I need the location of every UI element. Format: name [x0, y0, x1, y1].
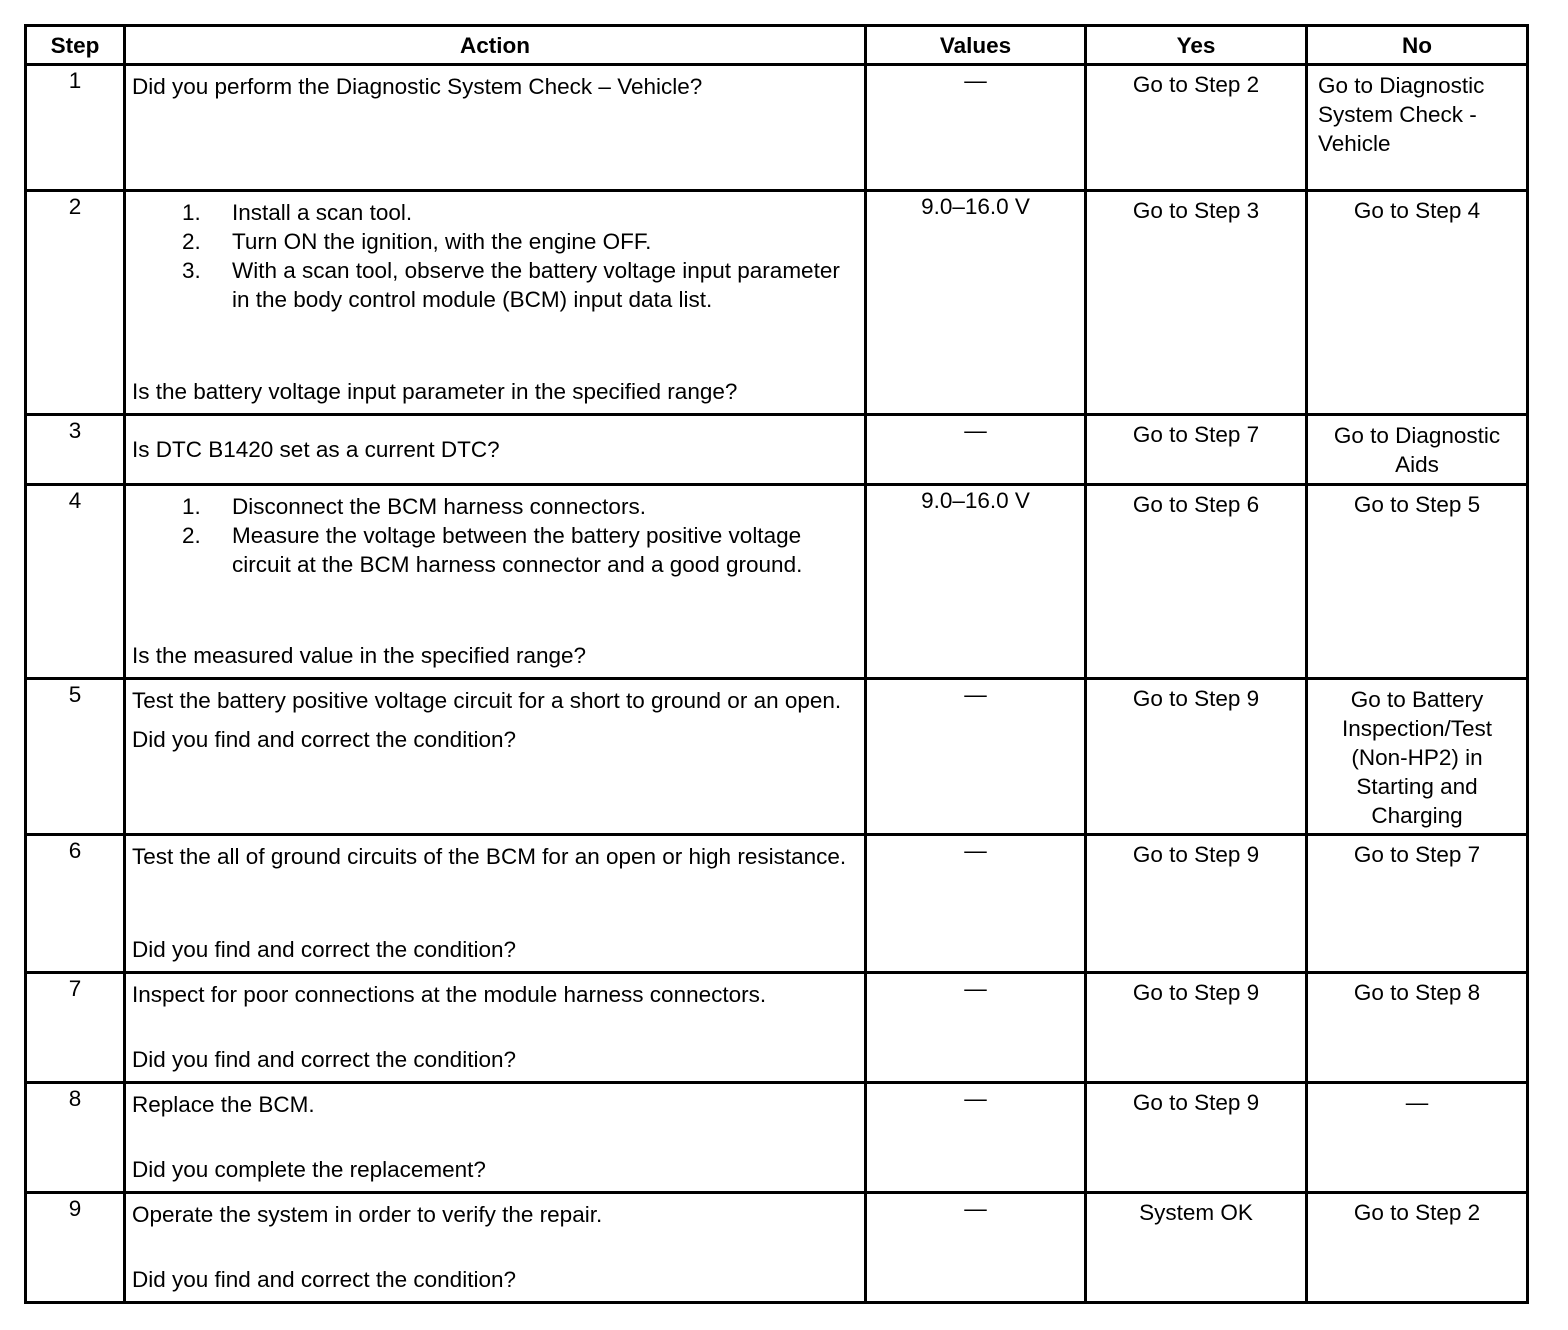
list-item: 1. Install a scan tool. — [182, 200, 413, 225]
yes-cell — [1086, 1083, 1307, 1193]
no-cell — [1307, 65, 1528, 191]
header-no: No — [1307, 26, 1528, 65]
no-cell — [1307, 835, 1528, 973]
yes-cell — [1086, 835, 1307, 973]
table-row — [26, 835, 1528, 973]
step-number: 4 — [26, 485, 125, 679]
yes-answer: Go to Step 6 — [1132, 492, 1260, 517]
yes-cell — [1086, 1193, 1307, 1303]
step-number: 8 — [26, 1083, 125, 1193]
table-row — [26, 485, 1528, 679]
table-row — [26, 1083, 1528, 1193]
action-text: Operate the system in order to verify the repair. — [132, 1202, 603, 1227]
action-question: Did you find and correct the condition? — [132, 1267, 516, 1292]
yes-cell — [1086, 415, 1307, 485]
yes-answer: Go to Step 9 — [1132, 1090, 1260, 1115]
action-cell — [125, 1083, 866, 1193]
action-question: Did you find and correct the condition? — [132, 1047, 516, 1072]
step-number: 2 — [26, 191, 125, 415]
table-row — [26, 679, 1528, 835]
yes-cell — [1086, 65, 1307, 191]
diagnostic-table — [24, 24, 1529, 1304]
yes-cell — [1086, 973, 1307, 1083]
header-yes: Yes — [1086, 26, 1307, 65]
no-answer: Go to Battery Inspection/Test (Non-HP2) in Starting and Charging — [1341, 687, 1493, 828]
header-action: Action — [125, 26, 866, 65]
action-question: Is the measured value in the specified range? — [132, 643, 587, 668]
step-number: 3 — [26, 415, 125, 485]
action-cell — [125, 191, 866, 415]
action-text: Test the all of ground circuits of the BCM for an open or high resistance. — [132, 844, 847, 869]
no-answer: — — [1405, 1090, 1429, 1115]
value-cell: — — [866, 679, 1086, 835]
action-text: Replace the BCM. — [132, 1092, 315, 1117]
action-cell — [125, 835, 866, 973]
value-cell: 9.0–16.0 V — [866, 191, 1086, 415]
step-number: 7 — [26, 973, 125, 1083]
no-cell — [1307, 1083, 1528, 1193]
table-row — [26, 973, 1528, 1083]
value-cell: 9.0–16.0 V — [866, 485, 1086, 679]
instruction-list — [132, 198, 858, 314]
value-cell: — — [866, 1083, 1086, 1193]
value-cell: — — [866, 415, 1086, 485]
action-text: Is DTC B1420 set as a current DTC? — [132, 437, 500, 462]
action-cell — [125, 65, 866, 191]
action-question: Did you find and correct the condition? — [132, 937, 516, 962]
no-cell — [1307, 415, 1528, 485]
no-cell — [1307, 973, 1528, 1083]
step-number: 1 — [26, 65, 125, 191]
action-text: Test the battery positive voltage circuit for a short to ground or an open. — [132, 688, 842, 713]
instruction-list — [132, 492, 858, 579]
no-answer: Go to Step 7 — [1353, 842, 1481, 867]
action-cell — [125, 973, 866, 1083]
action-cell — [125, 485, 866, 679]
yes-answer: System OK — [1139, 1200, 1253, 1225]
value-cell: — — [866, 65, 1086, 191]
value-cell: — — [866, 835, 1086, 973]
no-cell — [1307, 1193, 1528, 1303]
action-cell — [125, 679, 866, 835]
list-item: 2. Turn ON the ignition, with the engine OFF. — [182, 229, 652, 254]
no-cell — [1307, 679, 1528, 835]
header-row — [26, 26, 1528, 65]
list-item: 1. Disconnect the BCM harness connectors. — [182, 494, 646, 519]
no-answer: Go to Step 2 — [1353, 1200, 1481, 1225]
yes-answer: Go to Step 7 — [1132, 422, 1260, 447]
yes-cell — [1086, 485, 1307, 679]
table-row — [26, 191, 1528, 415]
no-cell — [1307, 191, 1528, 415]
action-text: Did you perform the Diagnostic System Check – Vehicle? — [132, 74, 703, 99]
action-question: Did you find and correct the condition? — [132, 727, 516, 752]
value-cell: — — [866, 973, 1086, 1083]
table-row — [26, 1193, 1528, 1303]
yes-answer: Go to Step 9 — [1132, 980, 1260, 1005]
list-item: 3. With a scan tool, observe the battery voltage input parameter in the body control module (BCM) input data list. — [182, 258, 840, 312]
action-question: Is the battery voltage input parameter in the specified range? — [132, 379, 738, 404]
no-answer: Go to Diagnostic Aids — [1333, 423, 1501, 477]
header-values: Values — [866, 26, 1086, 65]
no-answer: Go to Diagnostic System Check - Vehicle — [1318, 73, 1485, 156]
yes-answer: Go to Step 2 — [1132, 72, 1260, 97]
value-cell: — — [866, 1193, 1086, 1303]
action-cell — [125, 415, 866, 485]
yes-answer: Go to Step 3 — [1132, 198, 1260, 223]
list-item: 2. Measure the voltage between the battery positive voltage circuit at the BCM harness connector and a good ground. — [182, 523, 803, 577]
yes-answer: Go to Step 9 — [1132, 842, 1260, 867]
step-number: 9 — [26, 1193, 125, 1303]
yes-answer: Go to Step 9 — [1132, 686, 1260, 711]
table-row — [26, 65, 1528, 191]
no-cell — [1307, 485, 1528, 679]
action-cell — [125, 1193, 866, 1303]
step-number: 6 — [26, 835, 125, 973]
step-number: 5 — [26, 679, 125, 835]
no-answer: Go to Step 4 — [1353, 198, 1481, 223]
header-step: Step — [26, 26, 125, 65]
yes-cell — [1086, 191, 1307, 415]
yes-cell — [1086, 679, 1307, 835]
no-answer: Go to Step 8 — [1353, 980, 1481, 1005]
no-answer: Go to Step 5 — [1353, 492, 1481, 517]
diagnostic-table-container — [24, 24, 1529, 1304]
table-row — [26, 415, 1528, 485]
action-text: Inspect for poor connections at the module harness connectors. — [132, 982, 767, 1007]
action-question: Did you complete the replacement? — [132, 1157, 486, 1182]
